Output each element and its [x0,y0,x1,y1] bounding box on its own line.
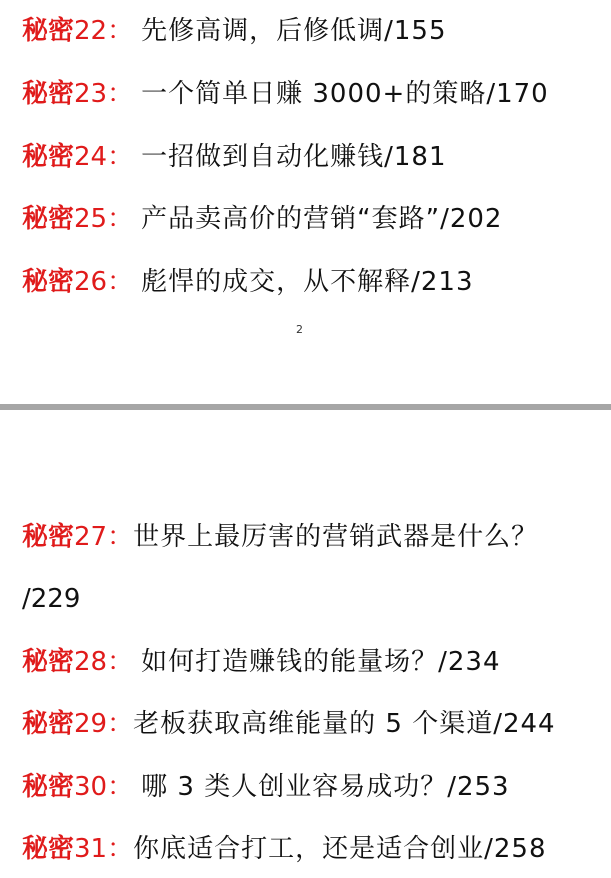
toc-entry-24 [22,140,447,174]
entry-label: 秘密24 [22,142,108,172]
entry-title: 世界上最厉害的营销武器是什么？ [133,522,539,552]
entry-separator: ： [107,79,134,109]
entry-separator: ： [107,647,134,677]
entry-label: 秘密30 [22,772,108,802]
entry-title: 一招做到自动化赚钱/181 [141,142,447,172]
entry-separator: ： [107,522,134,552]
toc-entry-26 [22,265,474,299]
toc-page-top [0,0,611,405]
entry-label: 秘密27 [22,522,108,552]
toc-entry-22 [22,14,447,48]
toc-entry-28 [22,645,501,679]
entry-title: 老板获取高维能量的 5 个渠道/244 [133,709,556,739]
toc-entry-31 [22,832,547,866]
entry-label: 秘密26 [22,267,108,297]
entry-separator: ： [107,204,134,234]
toc-entry-27 [22,520,538,554]
toc-entry-30 [22,770,510,804]
entry-label: 秘密23 [22,79,108,109]
entry-title: 彪悍的成交，从不解释/213 [141,267,474,297]
entry-separator: ： [107,772,134,802]
entry-title: 如何打造赚钱的能量场？/234 [141,647,501,677]
entry-title: 先修高调，后修低调/155 [141,16,447,46]
entry-label: 秘密28 [22,647,108,677]
page-number: 2 [296,323,303,336]
entry-separator: ： [107,709,134,739]
entry-label: 秘密22 [22,16,108,46]
entry-separator: ： [107,267,134,297]
entry-separator: ： [107,16,134,46]
entry-title: 产品卖高价的营销“套路”/202 [141,204,503,234]
toc-entry-29 [22,707,556,741]
entry-27-page-ref: /229 [22,584,81,614]
toc-entry-23 [22,77,549,111]
entry-label: 秘密25 [22,204,108,234]
toc-entry-25 [22,202,502,236]
entry-separator: ： [107,834,134,864]
entry-label: 秘密29 [22,709,108,739]
entry-title: 哪 3 类人创业容易成功？/253 [141,772,510,802]
entry-label: 秘密31 [22,834,108,864]
entry-separator: ： [107,142,134,172]
entry-title: 你底适合打工，还是适合创业/258 [133,834,547,864]
entry-title: 一个简单日赚 3000+的策略/170 [141,79,549,109]
toc-page-bottom [0,410,611,878]
